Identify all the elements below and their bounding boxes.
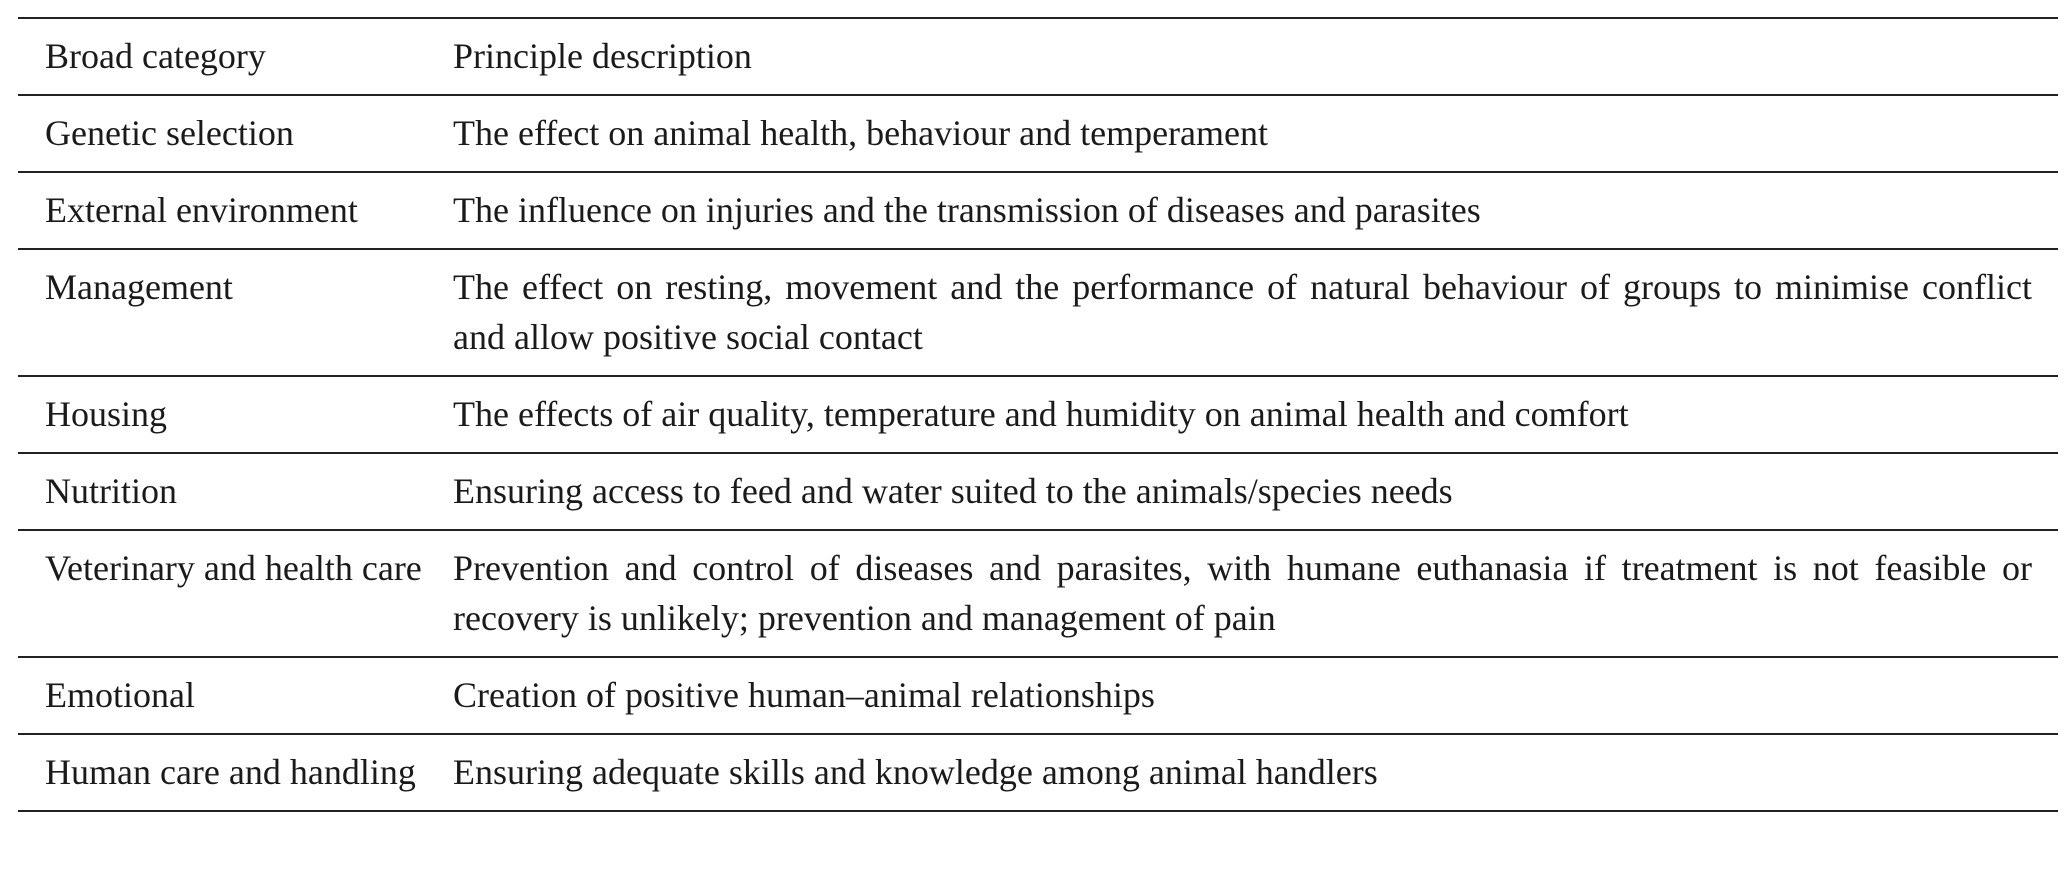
table-row — [18, 95, 2058, 172]
row-description: Prevention and control of diseases and parasites, with humane euthanasia if treatment is not feasible or recovery is unlikely; prevention and management of pain — [453, 548, 2032, 638]
row-category: Genetic selection — [45, 113, 294, 153]
row-description: Ensuring adequate skills and knowledge among animal handlers — [453, 752, 1378, 792]
row-description: The effect on resting, movement and the performance of natural behaviour of groups to minimise conflict and allow positive social contact — [453, 267, 2032, 357]
header-broad-category: Broad category — [45, 36, 266, 76]
row-category: Veterinary and health care — [45, 548, 422, 588]
row-description: Ensuring access to feed and water suited to the animals/species needs — [453, 471, 1453, 511]
row-description: The effects of air quality, temperature and humidity on animal health and comfort — [453, 394, 1629, 434]
row-category: Emotional — [45, 675, 195, 715]
table-row — [18, 376, 2058, 453]
row-category: Nutrition — [45, 471, 177, 511]
row-category: Management — [45, 267, 233, 307]
welfare-principles-table-container — [18, 17, 2058, 812]
table-row — [18, 249, 2058, 376]
row-category: External environment — [45, 190, 358, 230]
table-header-row — [18, 18, 2058, 95]
table-row — [18, 453, 2058, 530]
welfare-principles-table — [18, 17, 2058, 812]
row-description: Creation of positive human–animal relationships — [453, 675, 1155, 715]
table-row — [18, 172, 2058, 249]
row-description: The effect on animal health, behaviour and temperament — [453, 113, 1268, 153]
table-row — [18, 530, 2058, 657]
table-row — [18, 657, 2058, 734]
row-description: The influence on injuries and the transmission of diseases and parasites — [453, 190, 1481, 230]
row-category: Housing — [45, 394, 168, 434]
header-principle-description: Principle description — [453, 36, 752, 76]
row-category: Human care and handling — [45, 752, 416, 792]
table-row — [18, 734, 2058, 811]
